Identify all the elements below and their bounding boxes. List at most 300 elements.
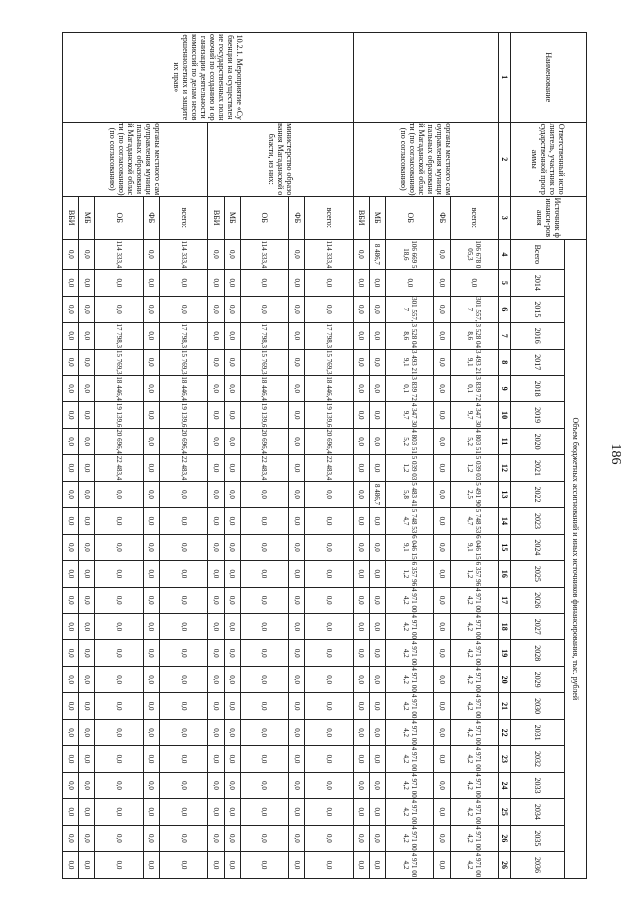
year-value-cell	[143, 296, 159, 322]
amount-value: 0,0	[147, 781, 156, 790]
year-value-cell	[450, 719, 498, 745]
source-cell	[450, 196, 498, 239]
year-value-cell	[224, 825, 240, 851]
amount-value: 0,0	[66, 807, 75, 817]
header-funding-title	[565, 239, 587, 878]
amount-value: 0,0	[324, 304, 333, 314]
year-value-cell	[143, 746, 159, 772]
amount-value: 6 046 159,1	[401, 535, 418, 560]
year-value-cell	[95, 693, 143, 719]
year-value-cell	[224, 587, 240, 613]
amount-value: 4 971 004,2	[401, 826, 418, 851]
year-value-cell	[224, 349, 240, 375]
header-total-text: Всего	[533, 244, 542, 265]
amount-value: 0,0	[357, 675, 366, 685]
year-value-cell	[353, 534, 369, 560]
amount-value: 4 971 004,2	[401, 746, 418, 772]
amount-value: 0,0	[373, 807, 382, 817]
amount-value: 0,0	[228, 834, 237, 843]
amount-value: 0,0	[357, 754, 366, 764]
year-value-cell	[305, 508, 353, 534]
amount-value: 0,0	[228, 463, 237, 473]
year-value-cell	[305, 640, 353, 666]
year-value-cell	[143, 640, 159, 666]
amount-value: 4 971 004,2	[401, 799, 418, 825]
amount-value: 4 971 004,2	[466, 773, 483, 798]
source-cell	[434, 196, 450, 239]
amount-value: 4 971 004,2	[466, 720, 483, 745]
amount-value: 0,0	[66, 595, 75, 605]
year-value-cell	[385, 666, 433, 692]
amount-value: 0,0	[179, 728, 188, 737]
amount-value: 0,0	[66, 357, 75, 367]
source-cell	[143, 196, 159, 239]
year-value-cell	[305, 481, 353, 507]
source-cell	[385, 196, 433, 239]
year-value-cell	[159, 852, 207, 879]
amount-value: 15 769,3	[179, 349, 188, 375]
year-value-cell	[95, 772, 143, 798]
amount-value: 0,0	[82, 648, 91, 658]
year-value-cell	[208, 693, 224, 719]
amount-value: 0,0	[292, 701, 301, 711]
column-number	[499, 196, 511, 239]
year-value-cell	[385, 587, 433, 613]
amount-value: 0,0	[82, 250, 91, 259]
year-value-cell	[240, 746, 288, 772]
column-number-text: 22	[500, 728, 510, 737]
amount-value: 0,0	[147, 543, 156, 552]
year-value-cell	[353, 719, 369, 745]
year-value-cell	[450, 534, 498, 560]
year-value-cell	[369, 349, 385, 375]
amount-value: 0,0	[179, 490, 188, 499]
year-value-cell	[353, 587, 369, 613]
year-value-cell	[369, 534, 385, 560]
year-value-cell	[240, 640, 288, 666]
year-value-cell	[385, 693, 433, 719]
year-value-cell	[95, 402, 143, 428]
header-year	[511, 614, 565, 640]
year-value-cell	[63, 852, 79, 879]
amount-value: 0,0	[228, 490, 237, 499]
year-value-cell	[305, 693, 353, 719]
year-value-cell	[143, 481, 159, 507]
source-label: ВБИ	[66, 209, 76, 226]
column-number-text: 2	[500, 157, 510, 162]
year-value-cell	[95, 561, 143, 587]
column-number-text: 15	[500, 543, 510, 552]
year-value-cell	[159, 719, 207, 745]
amount-value: 0,0	[115, 543, 124, 552]
header-year-text: 2025	[533, 565, 542, 582]
amount-value: 4 971 004,2	[401, 614, 418, 639]
header-name-text: Наименование	[544, 52, 553, 103]
amount-value: 0,0	[357, 860, 366, 870]
year-value-cell	[208, 402, 224, 428]
year-value-cell	[289, 534, 305, 560]
column-number	[499, 534, 511, 560]
year-value-cell	[95, 799, 143, 825]
year-value-cell	[369, 561, 385, 587]
year-value-cell	[450, 561, 498, 587]
year-value-cell	[208, 852, 224, 879]
header-year	[511, 825, 565, 851]
year-value-cell	[143, 349, 159, 375]
year-value-cell	[208, 534, 224, 560]
year-value-cell	[289, 719, 305, 745]
amount-value: 0,0	[66, 701, 75, 711]
year-value-cell	[369, 640, 385, 666]
amount-value: 0,0	[260, 622, 269, 632]
total-value-cell	[208, 239, 224, 270]
header-year-text: 2016	[533, 327, 542, 344]
amount-value: 0,0	[438, 622, 446, 632]
amount-value: 0,0	[115, 781, 124, 790]
year-value-cell	[240, 428, 288, 454]
year-value-cell	[240, 481, 288, 507]
amount-value: 19 139,6	[179, 402, 188, 428]
year-value-cell	[450, 402, 498, 428]
header-source-text: Источник финанси-рования	[535, 197, 562, 238]
amount-value: 0,0	[228, 410, 237, 420]
year-value-cell	[385, 825, 433, 851]
source-label: ВБИ	[357, 209, 367, 226]
header-year	[511, 375, 565, 401]
year-value-cell	[208, 349, 224, 375]
year-value-cell	[224, 640, 240, 666]
year-value-cell	[143, 561, 159, 587]
table-row	[450, 33, 498, 879]
year-value-cell	[434, 561, 450, 587]
year-value-cell	[385, 614, 433, 640]
year-value-cell	[159, 508, 207, 534]
year-value-cell	[305, 296, 353, 322]
year-value-cell	[240, 323, 288, 349]
year-value-cell	[224, 534, 240, 560]
amount-value: 0,0	[211, 701, 220, 711]
year-value-cell	[240, 561, 288, 587]
amount-value: 0,0	[82, 490, 91, 499]
amount-value: 0,0	[228, 278, 237, 288]
year-value-cell	[369, 296, 385, 322]
column-number	[499, 799, 511, 825]
year-value-cell	[369, 746, 385, 772]
year-value-cell	[434, 349, 450, 375]
amount-value: 114 333,4	[324, 240, 333, 269]
amount-value: 0,0	[228, 807, 237, 817]
amount-value: 0,0	[179, 543, 188, 552]
year-value-cell	[208, 746, 224, 772]
header-year-text: 2031	[533, 724, 542, 741]
amount-value: 0,0	[260, 701, 269, 711]
amount-value: 6 046 159,1	[466, 535, 483, 560]
header-year	[511, 481, 565, 507]
column-number	[499, 375, 511, 401]
year-value-cell	[450, 587, 498, 613]
amount-value: 0,0	[373, 834, 382, 843]
amount-value: 0,0	[438, 410, 446, 420]
amount-value: 0,0	[470, 278, 479, 288]
column-number	[499, 428, 511, 454]
year-value-cell	[208, 640, 224, 666]
year-value-cell	[240, 402, 288, 428]
year-value-cell	[79, 666, 95, 692]
amount-value: 0,0	[66, 569, 75, 579]
year-value-cell	[369, 428, 385, 454]
amount-value: 0,0	[292, 490, 301, 499]
amount-value: 0,0	[260, 754, 269, 764]
year-value-cell	[79, 323, 95, 349]
year-value-cell	[450, 323, 498, 349]
amount-value: 0,0	[82, 331, 91, 341]
year-value-cell	[63, 772, 79, 798]
year-value-cell	[95, 719, 143, 745]
column-number-text: 5	[500, 280, 510, 285]
header-year-text: 2018	[533, 380, 542, 397]
amount-value: 0,0	[373, 304, 382, 314]
year-value-cell	[208, 719, 224, 745]
amount-value: 0,0	[373, 357, 382, 367]
amount-value: 0,0	[211, 754, 220, 764]
source-label: МБ	[82, 211, 92, 224]
year-value-cell	[305, 534, 353, 560]
amount-value: 20 696,4	[324, 429, 333, 454]
amount-value: 0,0	[357, 304, 366, 314]
amount-value: 0,0	[324, 648, 333, 658]
source-cell	[79, 196, 95, 239]
year-value-cell	[208, 296, 224, 322]
column-number-text: 17	[500, 596, 510, 605]
amount-value: 0,0	[373, 754, 382, 764]
year-value-cell	[385, 640, 433, 666]
amount-value: 0,0	[66, 622, 75, 632]
year-value-cell	[353, 614, 369, 640]
amount-value: 0,0	[373, 516, 382, 526]
header-name	[511, 33, 587, 123]
year-value-cell	[208, 561, 224, 587]
amount-value: 0,0	[292, 437, 301, 446]
amount-value: 0,0	[228, 437, 237, 446]
year-value-cell	[63, 825, 79, 851]
amount-value: 4 971 004,2	[466, 826, 483, 851]
year-value-cell	[369, 402, 385, 428]
amount-value: 0,0	[324, 543, 333, 552]
total-value-cell	[240, 239, 288, 270]
source-cell	[305, 196, 353, 239]
year-value-cell	[450, 296, 498, 322]
year-value-cell	[450, 746, 498, 772]
header-year	[511, 693, 565, 719]
year-value-cell	[159, 296, 207, 322]
total-value-cell	[353, 239, 369, 270]
header-year	[511, 428, 565, 454]
amount-value: 5 491 902,5	[466, 482, 483, 507]
year-value-cell	[79, 587, 95, 613]
header-year	[511, 455, 565, 481]
year-value-cell	[63, 428, 79, 454]
year-value-cell	[143, 587, 159, 613]
year-value-cell	[95, 614, 143, 640]
year-value-cell	[369, 852, 385, 879]
amount-value: 0,0	[324, 516, 333, 526]
amount-value: 0,0	[211, 860, 220, 870]
year-value-cell	[385, 296, 433, 322]
year-value-cell	[208, 375, 224, 401]
year-value-cell	[369, 666, 385, 692]
year-value-cell	[224, 561, 240, 587]
column-number	[499, 455, 511, 481]
amount-value: 0,0	[66, 728, 75, 737]
year-value-cell	[289, 746, 305, 772]
amount-value: 0,0	[292, 595, 301, 605]
amount-value: 0,0	[324, 781, 333, 790]
year-value-cell	[79, 508, 95, 534]
year-value-cell	[289, 561, 305, 587]
amount-value: 0,0	[82, 278, 91, 288]
year-value-cell	[143, 666, 159, 692]
amount-value: 22 483,4	[324, 455, 333, 481]
year-value-cell	[353, 508, 369, 534]
year-value-cell	[369, 323, 385, 349]
amount-value: 0,0	[179, 675, 188, 685]
amount-value: 0,0	[82, 728, 91, 737]
year-value-cell	[224, 481, 240, 507]
year-value-cell	[143, 799, 159, 825]
amount-value: 0,0	[357, 728, 366, 737]
year-value-cell	[353, 455, 369, 481]
source-label: ОБ	[260, 212, 270, 223]
year-value-cell	[385, 455, 433, 481]
header-year-text: 2014	[533, 274, 542, 291]
amount-value: 0,0	[82, 304, 91, 314]
year-value-cell	[289, 799, 305, 825]
column-number	[499, 402, 511, 428]
year-value-cell	[79, 534, 95, 560]
year-value-cell	[95, 481, 143, 507]
year-value-cell	[289, 508, 305, 534]
amount-value: 8 486,7	[373, 483, 382, 505]
amount-value: 4 347 309,7	[466, 402, 483, 428]
year-value-cell	[434, 402, 450, 428]
header-year-text: 2020	[533, 433, 542, 450]
year-value-cell	[63, 693, 79, 719]
year-value-cell	[434, 640, 450, 666]
amount-value: 0,0	[438, 728, 446, 737]
amount-value: 4 971 004,2	[401, 852, 418, 878]
amount-value: 0,0	[292, 807, 301, 817]
table-header	[499, 33, 587, 879]
year-value-cell	[159, 561, 207, 587]
amount-value: 0,0	[115, 595, 124, 605]
table-row	[159, 33, 207, 879]
column-number-text: 21	[500, 702, 510, 711]
amount-value: 0,0	[357, 384, 366, 394]
amount-value: 0,0	[357, 437, 366, 446]
amount-value: 0,0	[147, 278, 156, 288]
year-value-cell	[353, 772, 369, 798]
column-number	[499, 693, 511, 719]
year-value-cell	[289, 587, 305, 613]
year-value-cell	[208, 270, 224, 296]
source-label: МБ	[228, 211, 238, 224]
source-cell	[159, 196, 207, 239]
year-value-cell	[385, 561, 433, 587]
year-value-cell	[353, 693, 369, 719]
source-cell	[95, 196, 143, 239]
column-number-text: 7	[500, 333, 510, 338]
amount-value: 0,0	[66, 754, 75, 764]
amount-value: 22 483,4	[115, 455, 124, 481]
year-value-cell	[79, 799, 95, 825]
amount-value: 4 971 004,2	[466, 640, 483, 666]
source-cell	[369, 196, 385, 239]
header-year	[511, 640, 565, 666]
amount-value: 0,0	[357, 278, 366, 288]
year-value-cell	[208, 799, 224, 825]
year-value-cell	[143, 323, 159, 349]
amount-value: 0,0	[179, 648, 188, 658]
year-value-cell	[208, 508, 224, 534]
amount-value: 0,0	[82, 569, 91, 579]
year-value-cell	[353, 666, 369, 692]
amount-value: 5 039 031,2	[466, 455, 483, 481]
year-value-cell	[63, 349, 79, 375]
amount-value: 0,0	[373, 543, 382, 552]
source-cell	[63, 196, 79, 239]
source-label: всего:	[179, 207, 189, 228]
amount-value: 0,0	[147, 463, 156, 473]
amount-value: 0,0	[438, 834, 446, 843]
amount-value: 5 039 031,2	[401, 455, 418, 481]
year-value-cell	[224, 799, 240, 825]
year-value-cell	[385, 852, 433, 879]
amount-value: 0,0	[82, 357, 91, 367]
year-value-cell	[450, 666, 498, 692]
amount-value: 0,0	[211, 807, 220, 817]
year-value-cell	[450, 455, 498, 481]
header-year	[511, 587, 565, 613]
year-value-cell	[450, 508, 498, 534]
amount-value: 20 696,4	[260, 429, 269, 454]
source-label: ФБ	[438, 212, 447, 224]
amount-value: 0,0	[147, 569, 156, 579]
total-value-cell	[224, 239, 240, 270]
amount-value: 0,0	[438, 648, 446, 658]
amount-value: 0,0	[292, 304, 301, 314]
column-number	[499, 239, 511, 270]
year-value-cell	[95, 428, 143, 454]
year-value-cell	[240, 852, 288, 879]
amount-value: 0,0	[292, 357, 301, 367]
amount-value: 106 669 518,6	[401, 240, 418, 269]
amount-value: 0,0	[260, 781, 269, 790]
year-value-cell	[95, 746, 143, 772]
amount-value: 0,0	[357, 622, 366, 632]
amount-value: 0,0	[115, 754, 124, 764]
year-value-cell	[159, 270, 207, 296]
year-value-cell	[385, 481, 433, 507]
source-cell	[353, 196, 369, 239]
column-number-text: 25	[500, 807, 510, 816]
amount-value: 301 557,7	[401, 297, 418, 322]
amount-value: 4 803 515,2	[401, 429, 418, 454]
year-value-cell	[289, 296, 305, 322]
year-value-cell	[159, 323, 207, 349]
year-value-cell	[240, 508, 288, 534]
year-value-cell	[224, 746, 240, 772]
amount-value: 0,0	[292, 516, 301, 526]
